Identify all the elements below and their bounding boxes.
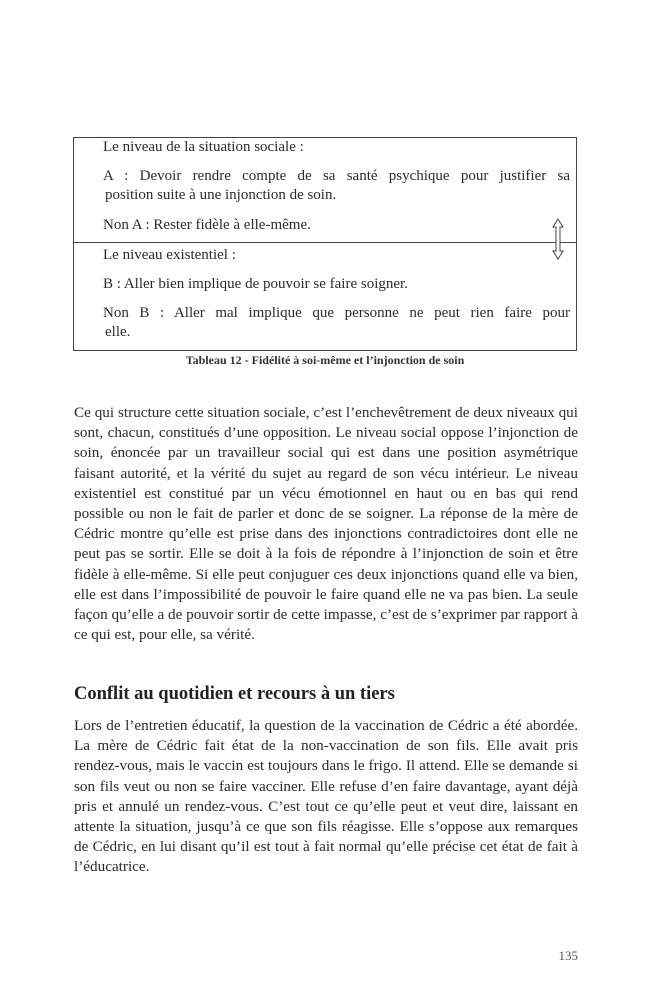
- table-divider: [73, 242, 577, 243]
- table-non-b-line1: Non B : Aller mal implique que personne ne peut rien faire pour: [103, 305, 570, 321]
- table-existential-title: Le niveau existentiel :: [103, 247, 236, 263]
- table-social-title: Le niveau de la situation sociale :: [103, 139, 304, 155]
- paragraph-structure: Ce qui structure cette situation sociale, c’est l’enchevêtrement de deux niveaux qui sont, chacun, constitués d’une opposition. Le niveau social oppose l’injonction de soin, énoncée par un travailleur social qui est dans une position asymétrique faisant autorité, et la vérité du sujet au regard de son vécu intérieur. Le niveau existentiel est constitué par un vécu émotionnel en haut ou en bas qui rend possible ou non le fait de parler et donc de se soigner. La réponse de la mère de Cédric montre qu’elle est prise dans des injonctions contradictoires dont elle ne peut pas se sortir. Elle se doit à la fois de répondre à l’injonction de soin et être fidèle à elle-même. Si elle peut conjuguer ces deux injonctions quand elle va bien, elle est dans l’impossibilité de pouvoir le faire quand elle ne va pas bien. La seule façon qu’elle a de pouvoir sortir de cette impasse, c’est de s’exprimer par rapport à ce qui est, pour elle, sa vérité.: [74, 404, 578, 644]
- double-vertical-arrow-icon: [551, 218, 565, 260]
- table-a-line1: A : Devoir rendre compte de sa santé psychique pour justifier sa: [103, 168, 570, 184]
- paragraph-vaccination: Lors de l’entretien éducatif, la question de la vaccination de Cédric a été abordée. La mère de Cédric fait état de la non-vaccination de son fils. Elle avait pris rendez-vous, mais le vaccin est toujours dans le frigo. Il attend. Elle se demande si son fils veut ou non se faire vacciner. Elle refuse d’en faire davantage, ayant déjà pris et annulé un rendez-vous. C’est tout ce qu’elle peut et veut dire, laissant en attente la situation, jusqu’à ce que son fils réagisse. Elle s’oppose aux remarques de Cédric, en lui disant qu’il est tout à fait normal qu’elle précise cet état de fait à l’éducatrice.: [74, 717, 578, 876]
- page-number: 135: [558, 948, 578, 963]
- table-caption: Tableau 12 - Fidélité à soi-même et l’injonction de soin: [185, 353, 465, 367]
- table-non-b-line2: elle.: [105, 324, 131, 340]
- table-a-line2: position suite à une injonction de soin.: [105, 187, 337, 203]
- table-non-a: Non A : Rester fidèle à elle-même.: [103, 217, 311, 233]
- table-b: B : Aller bien implique de pouvoir se faire soigner.: [103, 276, 408, 292]
- section-heading: Conflit au quotidien et recours à un tiers: [74, 684, 395, 704]
